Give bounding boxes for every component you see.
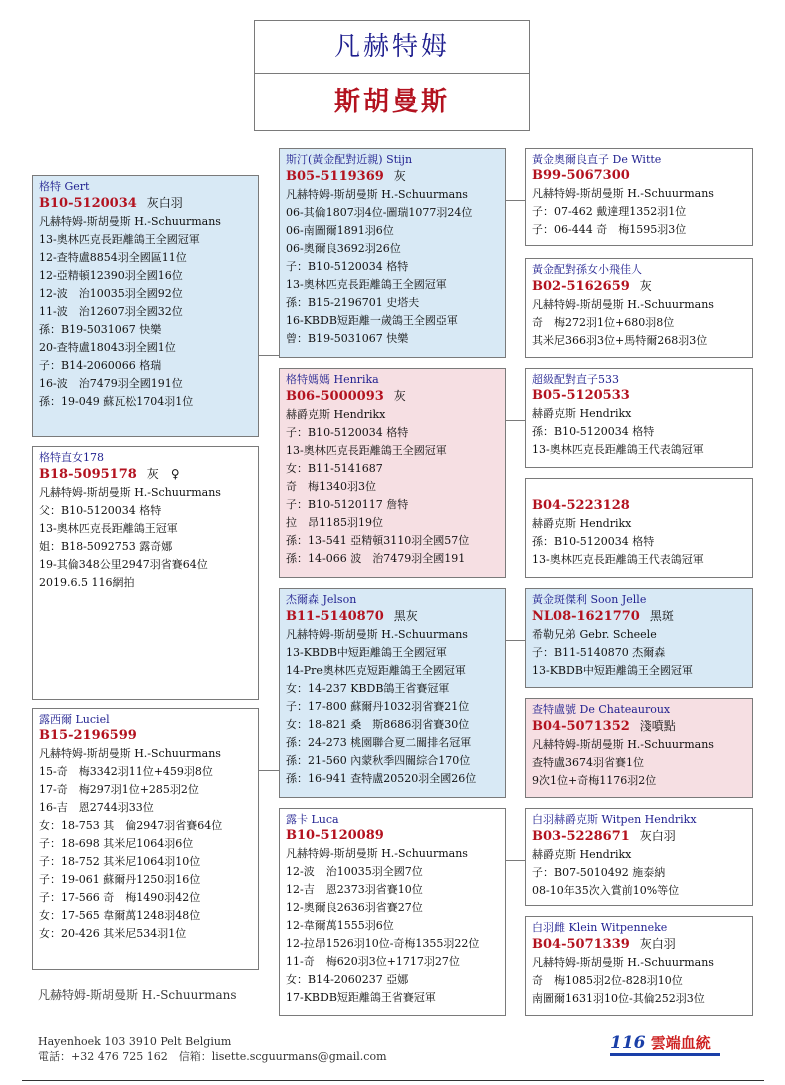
gg1-name: 黃金奧爾良直子 De Witte xyxy=(532,153,662,166)
record-line: 孫：14-066 波 治7479羽全國191 xyxy=(286,552,466,565)
gg3-name: 超級配對直子533 xyxy=(532,373,619,386)
record-line: 子：B07-5010492 施泰納 xyxy=(532,866,666,879)
record-line: 16-KBDB短距離一歲鴿王全國亞軍 xyxy=(286,314,458,327)
subject-card xyxy=(32,175,259,437)
gg1-card xyxy=(525,148,753,246)
record-line: 姐：B18-5092753 露奇娜 xyxy=(39,540,173,553)
record-line: 凡赫特姆-斯胡曼斯 H.-Schuurmans xyxy=(532,298,714,311)
record-line: 其米尼366羽3位+馬特爾268羽3位 xyxy=(532,334,708,347)
footer-breeder: 凡赫特姆-斯胡曼斯 H.-Schuurmans xyxy=(38,988,237,1002)
dam-dam-card xyxy=(279,808,506,1016)
sister-card xyxy=(32,446,259,700)
record-line: 16-波 治7479羽全國191位 xyxy=(39,377,183,390)
record-line: 12-吉 恩2373羽省賽10位 xyxy=(286,883,423,896)
gg2-name: 黃金配對孫女小飛佳人 xyxy=(532,263,642,276)
record-line: 孫：24-273 桃園聯合夏二關排名冠軍 xyxy=(286,736,472,749)
record-line: 南圖爾1631羽10位-其倫252羽3位 xyxy=(532,992,705,1005)
sire-sire-card xyxy=(279,148,506,358)
record-line: 13-奧林匹克長距離鴿王代表鴿冠軍 xyxy=(532,443,704,456)
gg8-ring: B04-5071339 灰白羽 xyxy=(532,937,676,952)
dam-dam-name: 露卡 Luca xyxy=(286,813,339,826)
record-line: 子：18-698 其米尼1064羽6位 xyxy=(39,837,194,850)
record-line: 希勒兄弟 Gebr. Scheele xyxy=(532,628,657,641)
connector xyxy=(258,355,280,356)
gg6-ring: B04-5071352 淺噴點 xyxy=(532,719,676,734)
record-line: 11-波 治12607羽全國32位 xyxy=(39,305,183,318)
gg5-name: 黃金斑傑利 Soon Jelle xyxy=(532,593,647,606)
record-line: 奇 梅1340羽3位 xyxy=(286,480,376,493)
sire-dam-card xyxy=(279,368,506,578)
record-line: 孫：B15-2196701 史塔夫 xyxy=(286,296,420,309)
record-line: 凡赫特姆-斯胡曼斯 H.-Schuurmans xyxy=(286,628,468,641)
record-line: 12-拉昂1526羽10位-奇梅1355羽22位 xyxy=(286,937,480,950)
record-line: 女：18-753 其 倫2947羽省賽64位 xyxy=(39,819,223,832)
connector xyxy=(505,420,525,421)
record-line: 子：18-752 其米尼1064羽10位 xyxy=(39,855,201,868)
footer-address-block xyxy=(38,1034,387,1064)
record-line: 13-奧林匹克長距離鴿王全國冠軍 xyxy=(39,233,200,246)
dam-sire-name: 杰爾森 Jelson xyxy=(286,593,357,606)
sire-dam-ring: B06-5000093 灰 xyxy=(286,389,406,404)
dam-dam-ring: B10-5120089 xyxy=(286,828,384,843)
record-line: 13-KBDB中短距離鴿王全國冠軍 xyxy=(286,646,447,659)
footer-contact: 電話：+32 476 725 162 信箱：lisette.scguurmans@gmail.com xyxy=(38,1050,387,1063)
connector xyxy=(505,640,525,641)
record-line: 06-奧爾良3692羽26位 xyxy=(286,242,401,255)
gg4-name xyxy=(532,483,746,497)
gg7-card xyxy=(525,808,753,906)
subject-ring: B10-5120034 灰白羽 xyxy=(39,196,183,211)
gg1-ring: B99-5067300 xyxy=(532,168,630,183)
sister-name: 格特直女178 xyxy=(39,451,104,464)
gg4-card xyxy=(525,478,753,578)
connector xyxy=(505,200,525,201)
record-line: 12-波 治10035羽全國92位 xyxy=(39,287,183,300)
gg7-name: 白羽赫爵克斯 Witpen Hendrikx xyxy=(532,813,697,826)
record-line: 12-奧爾良2636羽省賽27位 xyxy=(286,901,423,914)
record-line: 赫爵克斯 Hendrikx xyxy=(532,848,632,861)
record-line: 11-奇 梅620羽3位+1717羽27位 xyxy=(286,955,460,968)
gg3-card xyxy=(525,368,753,468)
record-line: 女：17-565 韋爾萬1248羽48位 xyxy=(39,909,201,922)
record-line: 女：14-237 KBDB鴿王省賽冠軍 xyxy=(286,682,450,695)
record-line: 17-KBDB短距離鴿王省賽冠軍 xyxy=(286,991,436,1004)
logo-underline xyxy=(610,1053,720,1056)
gg6-name: 查特盧號 De Chateauroux xyxy=(532,703,671,716)
record-line: 子：B10-5120034 格特 xyxy=(286,426,409,439)
gg2-card xyxy=(525,258,753,358)
record-line: 子：07-462 戴達理1352羽1位 xyxy=(532,205,687,218)
record-line: 孫：19-049 蘇瓦松1704羽1位 xyxy=(39,395,194,408)
bottom-divider xyxy=(22,1080,764,1081)
record-line: 凡赫特姆-斯胡曼斯 H.-Schuurmans xyxy=(39,215,221,228)
record-line: 赫爵克斯 Hendrikx xyxy=(286,408,386,421)
record-line: 女：B11-5141687 xyxy=(286,462,383,475)
record-line: 女：20-426 其米尼534羽1位 xyxy=(39,927,187,940)
record-line: 奇 梅272羽1位+680羽8位 xyxy=(532,316,675,329)
record-line: 子：B11-5140870 杰爾森 xyxy=(532,646,666,659)
header-subtitle: 斯胡曼斯 xyxy=(254,73,530,131)
record-line: 12-查特盧8854羽全國區11位 xyxy=(39,251,187,264)
record-line: 女：18-821 桑 斯8686羽省賽30位 xyxy=(286,718,470,731)
record-line: 12-波 治10035羽全國7位 xyxy=(286,865,423,878)
record-line: 孫：21-560 內蒙秋季四關綜合170位 xyxy=(286,754,471,767)
record-line: 13-奧林匹克長距離鴿王代表鴿冠軍 xyxy=(532,553,704,566)
record-line: 凡赫特姆-斯胡曼斯 H.-Schuurmans xyxy=(286,188,468,201)
dam-sire-ring: B11-5140870 黑灰 xyxy=(286,609,418,624)
record-line: 14-Pre奧林匹克短距離鴿王全國冠軍 xyxy=(286,664,466,677)
record-line: 16-吉 恩2744羽33位 xyxy=(39,801,154,814)
record-line: 20-查特盧18043羽全國1位 xyxy=(39,341,176,354)
record-line: 曾：B19-5031067 快樂 xyxy=(286,332,409,345)
dam-card xyxy=(32,708,259,970)
record-line: 子：17-566 奇 梅1490羽42位 xyxy=(39,891,201,904)
sire-dam-name: 格特媽媽 Henrika xyxy=(286,373,379,386)
record-line: 奇 梅1085羽2位-828羽10位 xyxy=(532,974,683,987)
gg8-card xyxy=(525,916,753,1016)
record-line: 孫：16-941 查特盧20520羽全國26位 xyxy=(286,772,477,785)
footer-address: Hayenhoek 103 3910 Pelt Belgium xyxy=(38,1035,232,1048)
record-line: 孫：B10-5120034 格特 xyxy=(532,425,655,438)
sire-sire-name: 斯汀(黃金配對近親) Stijn xyxy=(286,153,413,166)
record-line: 15-奇 梅3342羽11位+459羽8位 xyxy=(39,765,213,778)
sister-ring: B18-5095178 灰 ♀ xyxy=(39,467,180,482)
gg5-card xyxy=(525,588,753,688)
record-line: 9次1位+奇梅1176羽2位 xyxy=(532,774,657,787)
gg8-name: 白羽雌 Klein Witpenneke xyxy=(532,921,668,934)
record-line: 孫：13-541 亞精頓3110羽全國57位 xyxy=(286,534,470,547)
gg6-card xyxy=(525,698,753,798)
record-line: 13-奧林匹克長距離鴿王全國冠軍 xyxy=(286,278,447,291)
dam-sire-card xyxy=(279,588,506,798)
record-line: 06-南圖爾1891羽6位 xyxy=(286,224,394,237)
record-line: 凡赫特姆-斯胡曼斯 H.-Schuurmans xyxy=(532,738,714,751)
record-line: 孫：B10-5120034 格特 xyxy=(532,535,655,548)
record-line: 查特盧3674羽省賽1位 xyxy=(532,756,644,769)
gg2-ring: B02-5162659 灰 xyxy=(532,279,652,294)
record-line: 12-亞精頓12390羽全國16位 xyxy=(39,269,183,282)
record-line: 凡赫特姆-斯胡曼斯 H.-Schuurmans xyxy=(39,486,221,499)
record-line: 凡赫特姆-斯胡曼斯 H.-Schuurmans xyxy=(286,847,468,860)
record-line: 子：06-444 奇 梅1595羽3位 xyxy=(532,223,687,236)
gg7-ring: B03-5228671 灰白羽 xyxy=(532,829,676,844)
gg4-ring: B04-5223128 xyxy=(532,498,630,513)
sire-sire-ring: B05-5119369 灰 xyxy=(286,169,406,184)
record-line: 08-10年35次入賞前10%等位 xyxy=(532,884,680,897)
record-line: 凡赫特姆-斯胡曼斯 H.-Schuurmans xyxy=(39,747,221,760)
gg5-ring: NL08-1621770 黑斑 xyxy=(532,609,674,624)
record-line: 19-其倫348公里2947羽省賽64位 xyxy=(39,558,208,571)
subject-name: 格特 Gert xyxy=(39,180,90,193)
gg3-ring: B05-5120533 xyxy=(532,388,630,403)
record-line: 13-KBDB中短距離鴿王全國冠軍 xyxy=(532,664,693,677)
record-line: 女：B14-2060237 亞娜 xyxy=(286,973,409,986)
record-line: 12-韋爾萬1555羽6位 xyxy=(286,919,394,932)
connector xyxy=(258,770,280,771)
record-line: 06-其倫1807羽4位-圖瑞1077羽24位 xyxy=(286,206,473,219)
record-line: 子：B14-2060066 格瑞 xyxy=(39,359,162,372)
record-line: 父：B10-5120034 格特 xyxy=(39,504,162,517)
record-line: 赫爵克斯 Hendrikx xyxy=(532,407,632,420)
record-line: 凡赫特姆-斯胡曼斯 H.-Schuurmans xyxy=(532,187,714,200)
record-line: 13-奧林匹克長距離鴿王冠軍 xyxy=(39,522,178,535)
record-line: 凡赫特姆-斯胡曼斯 H.-Schuurmans xyxy=(532,956,714,969)
record-line: 子：B10-5120117 詹特 xyxy=(286,498,409,511)
record-line: 孫：B19-5031067 快樂 xyxy=(39,323,162,336)
logo xyxy=(610,1032,711,1053)
logo-text: 雲端血統 xyxy=(650,1034,711,1052)
header-title: 凡赫特姆 xyxy=(254,20,530,74)
record-line: 子：B10-5120034 格特 xyxy=(286,260,409,273)
record-line: 2019.6.5 116網拍 xyxy=(39,576,135,589)
record-line: 子：17-800 蘇爾丹1032羽省賽21位 xyxy=(286,700,470,713)
dam-ring: B15-2196599 xyxy=(39,728,137,743)
connector xyxy=(505,860,525,861)
logo-number: 116 xyxy=(610,1033,646,1053)
record-line: 17-奇 梅297羽1位+285羽2位 xyxy=(39,783,199,796)
record-line: 拉 昂1185羽19位 xyxy=(286,516,383,529)
dam-name: 露西爾 Luciel xyxy=(39,713,110,726)
record-line: 13-奧林匹克長距離鴿王全國冠軍 xyxy=(286,444,447,457)
record-line: 子：19-061 蘇爾丹1250羽16位 xyxy=(39,873,201,886)
record-line: 赫爵克斯 Hendrikx xyxy=(532,517,632,530)
